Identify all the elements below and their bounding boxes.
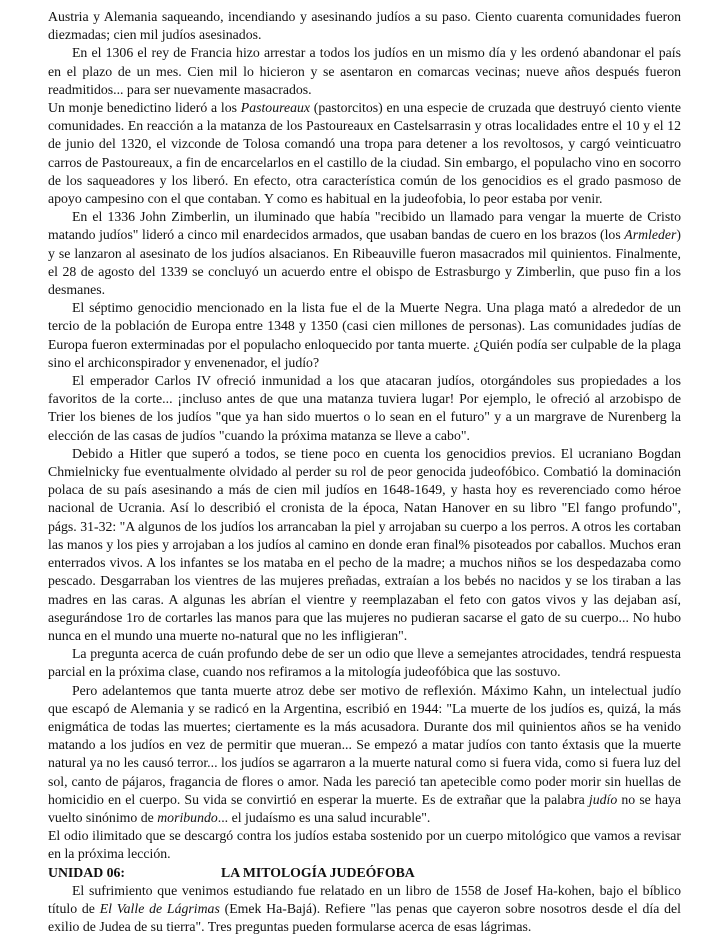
text-run: El emperador Carlos IV ofreció inmunidad a los que atacaran judíos, otorgándoles sus propiedades a los favoritos de la corte... ¡incluso antes de que una matanza tuviera lugar! Por ejemplo, le ofreció al arzobispo de Trier los bienes de los judíos "que ya han sido muertos o lo sean en el futuro" y a un margrave de Nurenberg la elección de las casas de judíos "cuando la próxima matanza se lleve a cabo". [48,373,681,443]
text-run: El séptimo genocidio mencionado en la lista fue el de la Muerte Negra. Una plaga mató a alrededor de un tercio de la población de Europa entre 1348 y 1350 (casi cien millones de personas). Las comunidades judías de Europa fueron exterminadas por el populacho enloquecido por tanta muerte. ¿Quién podía ser culpable de la plaga sino el archiconspirador y envenenador, el judío? [48,300,681,370]
paragraph [48,645,681,681]
paragraph [48,99,681,208]
italic-text: judío [588,791,618,807]
closing-text [48,882,681,937]
text-run: Pero adelantemos que tanta muerte atroz debe ser motivo de reflexión. Máximo Kahn, un intelectual judío que escapó de Alemania y se radicó en la Argentina, escribió en 1944: "La muerte de los judíos es, quizá, la más enigmática de todas las muertes; ciertamente es la más acusadora. Durante dos mil quinientos años se ha venido matando a los judíos en vez de permitir que mueran... Se empezó a matar judíos con tanto éxtasis que la muerte natural ya no les causó terror... los judíos se agarraron a la muerte natural como si fuera vida, como si fuera luz del sol, canto de pájaros, fragancia de flores o amor. Nada les pareció tan apetecible como poder morir sin huellas de homicidio en el cuerpo. Su vida se convirtió en esperar la muerte. Es de extrañar que la palabra [48,682,681,807]
text-run: (Emek Ha-Bajá). Refiere "las penas que cayeron sobre nosotros desde el día del exilio de Judea de su tierra". Tres preguntas pueden formularse acerca de esas lágrimas. [48,900,681,935]
paragraph [48,44,681,99]
text-run: En el 1306 el rey de Francia hizo arrestar a todos los judíos en un mismo día y les ordenó abandonar el país en el plazo de un mes. Cien mil lo hicieron y se asentaron en comarcas vecinas; nueve años después fueron readmitidos... para ser nuevamente masacrados. [48,45,681,97]
italic-text: Armleder [624,227,677,243]
paragraph [48,372,681,445]
text-run: En el 1336 John Zimberlin, un iluminado que había "recibido un llamado para vengar la muerte de Cristo matando judíos" lideró a cinco mil enardecidos armados, que usaban bandas de cuero en los brazos (los [48,209,681,243]
body-text [48,8,681,864]
unit-title: LA MITOLOGÍA JUDEÓFOBA [221,864,415,880]
unit-heading [48,864,681,882]
text-run: (pastorcitos) en una especie de cruzada que destruyó ciento viente comunidades. En reacción a la matanza de los Pastoureaux en Castelsarrasin y otras localidades entre el 10 y el 12 de junio del 1320, el vizconde de Tolosa comandó una tropa para detener a los revoltosos, y cargó veinticuatro carros de Pastoureaux, a fin de encarcelarlos en el castillo de la ciudad. Sin embargo, el populacho vino en socorro de los saqueadores y los liberó. En efecto, otra característica común de los genocidios es el grado pasmoso de apoyo campesino con el que contaban. Y como es habitual en la judeofobia, lo peor estaba por venir. [48,100,682,207]
text-run: no se haya vuelto sinónimo de [48,791,681,825]
paragraph [48,208,681,299]
unit-number: UNIDAD 06: [48,864,126,880]
paragraph [48,882,681,937]
text-run: Debido a Hitler que superó a todos, se tiene poco en cuenta los genocidios previos. El ucraniano Bogdan Chmielnicky fue eventualmente olvidado al perder su rol de peor genocida judeofóbico. Combatió la dominación polaca de su país asesinando a más de cien mil judíos en 1648-1649, y hasta hoy es reverenciado como héroe nacional de Ucrania. Así lo describió el cronista de la época, Natan Hanover en su libro "El fango profundo", págs. 31-32: "A algunos de los judíos los arrancaban la piel y arrojaban su cuerpo a los perros. A otros les cortaban las manos y los pies y arrojaban a los judíos al camino en donde eran final% pisoteados por caballos. Muchos eran enterrados vivos. A los infantes se los mataba en el pecho de la madre; a muchos niños se los despedazaba como pescado. Desgarraban los vientres de las mujeres preñadas, extraían a los bebés no nacidos y se los tiraban a las madres en las caras. A algunas les abrían el vientre y reemplazaban el feto con gatos vivos y las dejaban así, asegurándose 1ro de cortarles las manos para que las mujeres no pudieran sacarse el gato de su cuerpo... No hubo nunca en el mundo una muerte no-natural que no les infligieran". [48,445,681,643]
italic-text: moribundo [157,809,218,825]
paragraph [48,8,681,44]
paragraph [48,445,681,645]
text-run: ) y se lanzaron al asesinato de los judíos alsacianos. En Ribeauville fueron masacrados mil quinientos. Finalmente, el 28 de agosto del 1339 se concluyó un acuerdo entre el obispo de Estrasburgo y Zimberlin, que puso fin a los desmanes. [48,227,681,298]
paragraph [48,299,681,372]
text-run: El odio ilimitado que se descargó contra los judíos estaba sostenido por un cuerpo mitológico que vamos a revisar en la próxima lección. [48,828,681,862]
paragraph [48,682,681,828]
italic-text: Pastoureaux [240,100,310,116]
paragraph [48,827,681,863]
text-run: La pregunta acerca de cuán profundo debe de ser un odio que lleve a semejantes atrocidades, tendrá respuesta parcial en la próxima clase, cuando nos refiramos a la mitología judeofóbica que las sostuvo. [48,646,681,680]
text-run: ... el judaísmo es una salud incurable". [217,809,431,825]
text-run: El sufrimiento que venimos estudiando fue relatado en un libro de 1558 de Josef Ha-kohen, bajo el bíblico título de [48,882,681,916]
text-run: Austria y Alemania saqueando, incendiando y asesinando judíos a su paso. Ciento cuarenta comunidades fueron diezmadas; cien mil judíos asesinados. [48,9,681,43]
italic-text: El Valle de Lágrimas [99,900,220,916]
text-run: Un monje benedictino lideró a los [48,100,241,116]
